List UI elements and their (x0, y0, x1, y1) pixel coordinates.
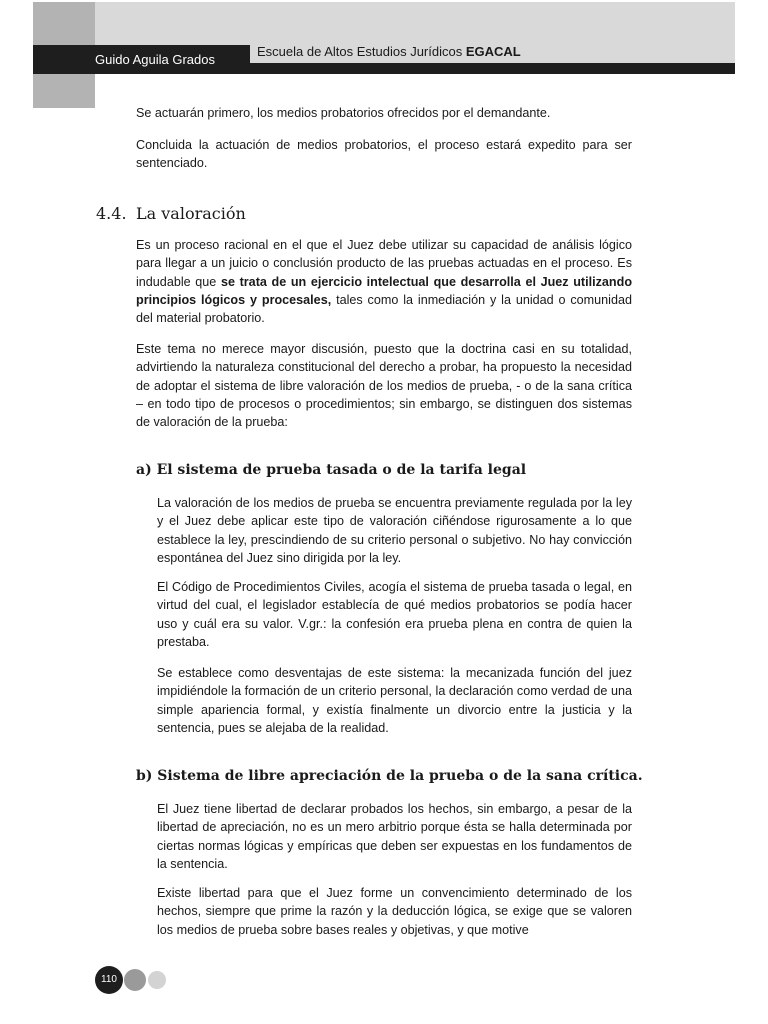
section-heading (96, 204, 246, 223)
emphasis-text: se trata de un ejercicio intelectual que desarrolla el Juez utilizando principios lógicos y procesales, (136, 274, 633, 307)
header-school-name: Escuela de Altos Estudios Jurídicos (257, 44, 463, 59)
paragraph-a-2: El Código de Procedimientos Civiles, acogía el sistema de prueba tasada o legal, en virtud del cual, el legislador establecía de qué medios probatorios se podía hacer uso y cuál era su valor. V.gr.: la confesión era prueba plena en contra de quien la prestaba. (157, 580, 632, 649)
section-number: 4.4. (96, 204, 127, 223)
paragraph-intro-1: Se actuarán primero, los medios probatorios ofrecidos por el demandante. (136, 106, 551, 120)
paragraph-b-2: Existe libertad para que el Juez forme un convencimiento determinado de los hechos, siempre que prime la razón y la deducción lógica, se exige que se valoren los medios de prueba sobre bases reales y objetivas, y que motive (157, 886, 632, 937)
header-author: Guido Aguila Grados (95, 52, 215, 67)
paragraph-b-1: El Juez tiene libertad de declarar probados los hechos, sin embargo, a pesar de la libertad de apreciación, no es un mero arbitrio porque ésta se halla determinada por ciertas normas lógicas y empíricas que deben ser expuestas en los fundamentos de la sentencia. (157, 802, 632, 871)
header-school (257, 44, 521, 59)
header-rule (250, 63, 735, 74)
paragraph-a-1: La valoración de los medios de prueba se encuentra previamente regulada por la ley y el Juez debe aplicar este tipo de valoración ciñéndose rigurosamente a lo que establece la ley, prescindiendo de su criterio personal o subjetivo. No hay convicción espontánea del Juez sino dirigida por la ley. (157, 496, 632, 565)
paragraph-intro-2: Concluida la actuación de medios probatorios, el proceso estará expedito para ser sentenciado. (136, 138, 632, 171)
footer-dot-light (148, 971, 166, 989)
paragraph-valoracion-1: Es un proceso racional en el que el Juez debe utilizar su capacidad de análisis lógico para llegar a un juicio o conclusión producto de las pruebas actuadas en el proceso. Es indudable que se trata de un ejercicio intelectual que desarrolla el Juez utilizando principios lógicos y procesales, tales como la inmediación y la unidad o comunidad del material probatorio. (136, 238, 633, 326)
paragraph-a-3: Se establece como desventajas de este sistema: la mecanizada función del juez impidiéndole la formación de un criterio personal, la declaración como verdad de una simple apariencia formal, y existía finalmente un divorcio entre la justicia y la sentencia, pues se alejaba de la realidad. (157, 666, 632, 735)
footer-dot-medium (124, 969, 146, 991)
page-number: 110 (95, 966, 123, 994)
paragraph-valoracion-2: Este tema no merece mayor discusión, puesto que la doctrina casi en su totalidad, advirtiendo la naturaleza constitucional del derecho a probar, ha propuesto la necesidad de adoptar el sistema de libre valoración de los medios de prueba, - o de la sana crítica – en todo tipo de procesos o procedimientos; sin embargo, se distinguen dos sistemas de valoración de la prueba: (136, 342, 632, 430)
section-title: La valoración (136, 204, 246, 223)
subheading-b: b) Sistema de libre apreciación de la prueba o de la sana crítica. (136, 768, 643, 784)
header-school-brand: EGACAL (465, 44, 521, 59)
subheading-a: a) El sistema de prueba tasada o de la tarifa legal (136, 462, 527, 478)
